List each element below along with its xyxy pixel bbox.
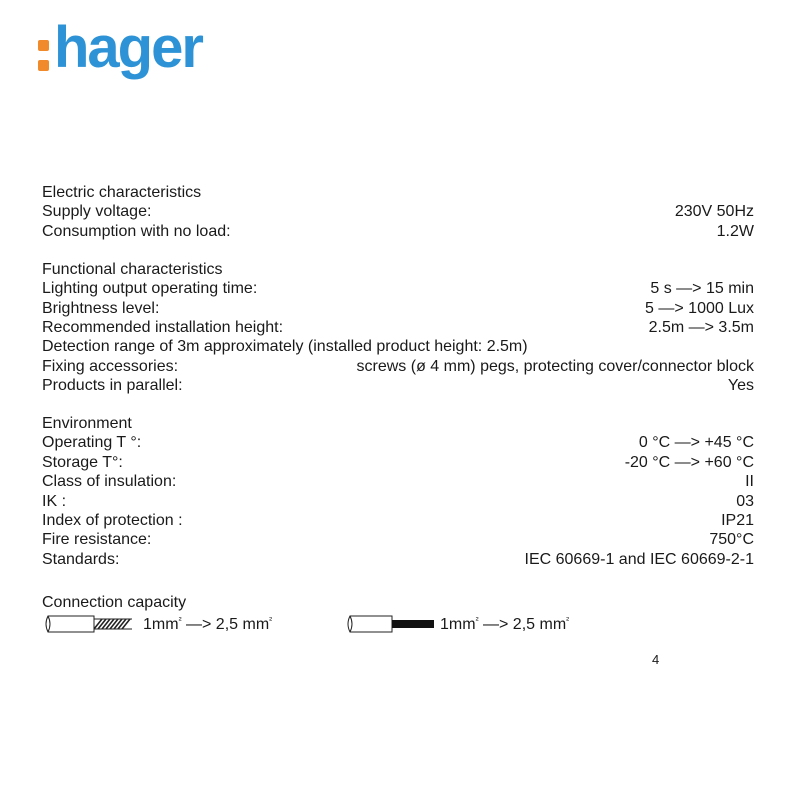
spec-value: screws (ø 4 mm) pegs, protecting cover/connector block [356,357,754,375]
spec-row [42,492,754,511]
spec-label: IK : [42,492,67,510]
spec-row [42,202,754,221]
spec-value: 2.5m —> 3.5m [648,318,754,336]
spec-label: Consumption with no load: [42,222,231,240]
spec-label: Fire resistance: [42,531,152,549]
brand-wordmark: hager [54,15,202,80]
spec-row [42,318,754,337]
spec-label: Index of protection : [42,512,183,530]
capacity-text-stranded: $1mm^{^2}$ —> 2,5 $mm^{^2}$ [143,615,273,633]
section-functional [42,260,754,396]
spec-label: Class of insulation: [42,473,177,491]
spec-value: Yes [727,377,754,395]
spec-label: Products in parallel: [42,377,183,395]
spec-label: Lighting output operating time: [42,280,258,298]
spec-value: -20 °C —> +60 °C [624,453,754,471]
spec-row [42,357,754,376]
spec-row [42,511,754,530]
spec-label: Recommended installation height: [42,318,284,336]
spec-row [42,453,754,472]
logo-dots-icon [38,40,49,71]
spec-row [42,550,754,569]
connection-capacity [42,613,762,635]
spec-row [42,222,754,241]
spec-value: 5 —> 1000 Lux [645,299,754,317]
spec-row [42,337,754,356]
spec-label: Detection range of 3m approximately (installed product height: 2.5m) [42,338,528,356]
spec-value: II [745,473,754,491]
spec-value: 03 [736,492,754,510]
solid-wire-icon [344,613,436,635]
spec-label: Supply voltage: [42,203,152,221]
capacity-text-solid: $1mm^{^2}$ —> 2,5 $mm^{^2}$ [440,615,570,633]
spec-value: 1.2W [716,222,754,240]
spec-label: Storage T°: [42,453,123,471]
section-environment [42,414,754,569]
spec-row [42,299,754,318]
section-heading: Functional characteristics [42,260,223,278]
spec-row [42,530,754,549]
spec-row [42,376,754,395]
spec-label: Standards: [42,550,120,568]
section-electric [42,183,754,241]
section-heading: Environment [42,415,132,433]
spec-label: Fixing accessories: [42,357,179,375]
spec-row [42,472,754,491]
spec-row [42,279,754,298]
page-number: 4 [652,652,660,667]
spec-label: Operating T °: [42,434,142,452]
spec-value: IP21 [721,512,754,530]
spec-value: 0 °C —> +45 °C [638,434,754,452]
stranded-wire-icon [42,613,134,635]
section-heading: Electric characteristics [42,184,202,201]
spec-row [42,433,754,452]
spec-label: Brightness level: [42,299,160,317]
spec-value: 230V 50Hz [674,203,754,221]
brand-logo [38,15,202,82]
spec-value: 750°C [709,531,754,549]
specifications [42,183,754,588]
spec-value: IEC 60669-1 and IEC 60669-2-1 [524,550,754,568]
connection-heading: Connection capacity [42,594,187,611]
spec-value: 5 s —> 15 min [650,280,754,298]
